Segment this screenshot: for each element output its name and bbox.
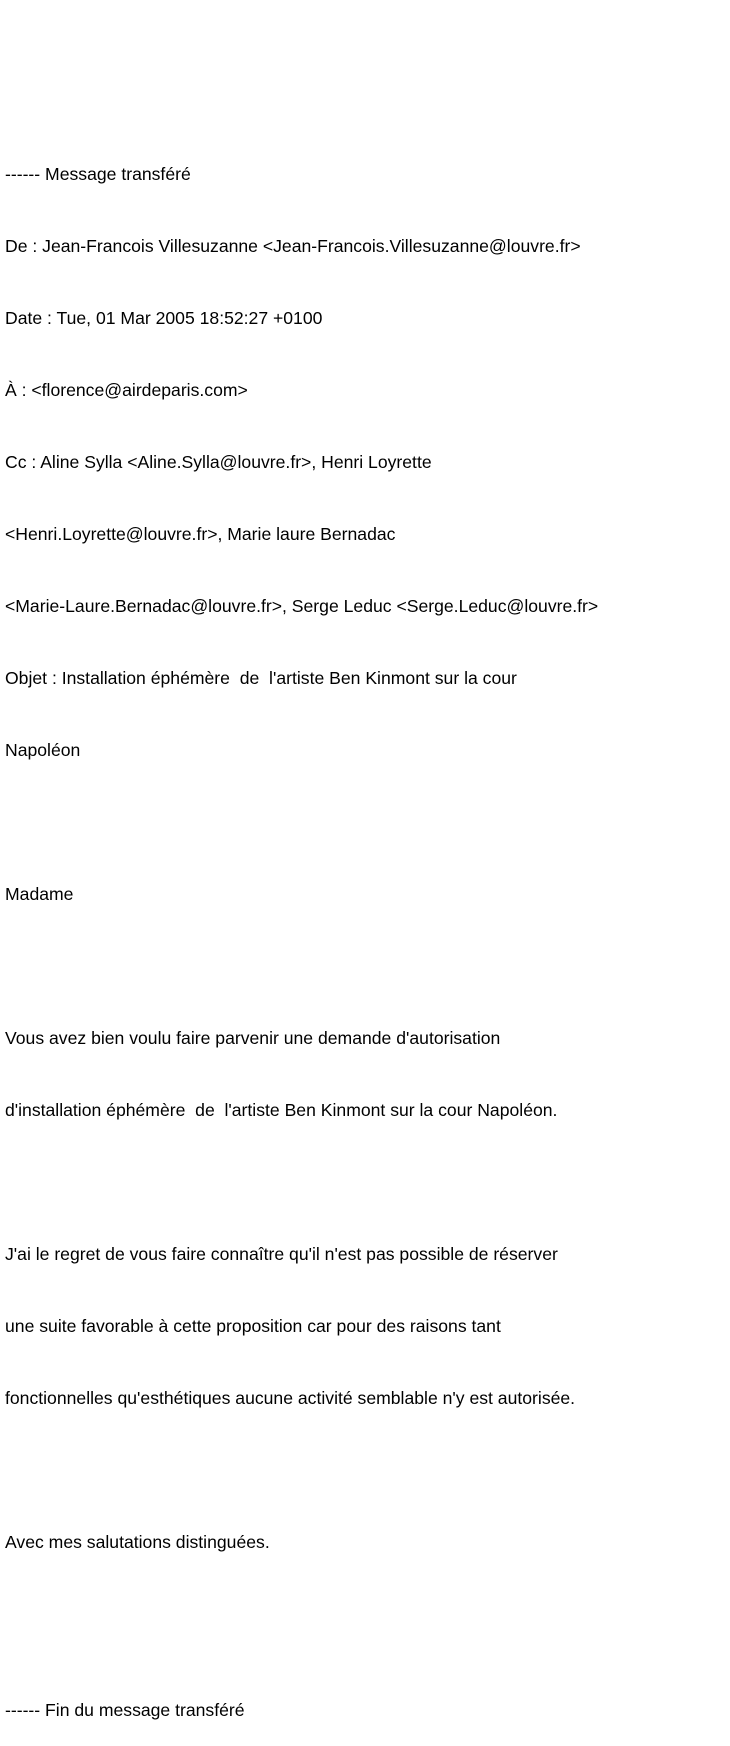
paragraph-line: fonctionnelles qu'esthétiques aucune activité semblable n'y est autorisée. xyxy=(5,1388,576,1408)
paragraph-line: d'installation éphémère de l'artiste Ben Kinmont sur la cour Napoléon. xyxy=(5,1100,558,1120)
cc-line: <Marie-Laure.Bernadac@louvre.fr>, Serge Leduc <Serge.Leduc@louvre.fr> xyxy=(5,596,599,616)
paragraph-line: Vous avez bien voulu faire parvenir une demande d'autorisation xyxy=(5,1028,501,1048)
subject-line: Napoléon xyxy=(5,740,81,760)
blank-line xyxy=(5,810,727,834)
date-line: Date : Tue, 01 Mar 2005 18:52:27 +0100 xyxy=(5,308,323,328)
blank-line xyxy=(5,954,727,978)
closing-line: Avec mes salutations distinguées. xyxy=(5,1532,270,1552)
blank-line xyxy=(5,1170,727,1194)
cc-line: <Henri.Loyrette@louvre.fr>, Marie laure Bernadac xyxy=(5,524,396,544)
paragraph-line: une suite favorable à cette proposition car pour des raisons tant xyxy=(5,1316,501,1336)
paragraph-line: J'ai le regret de vous faire connaître qu'il n'est pas possible de réserver xyxy=(5,1244,558,1264)
blank-line xyxy=(5,1602,727,1650)
forwarded-email xyxy=(5,114,727,1746)
from-line: De : Jean-Francois Villesuzanne <Jean-Francois.Villesuzanne@louvre.fr> xyxy=(5,236,581,256)
cc-line: Cc : Aline Sylla <Aline.Sylla@louvre.fr>, Henri Loyrette xyxy=(5,452,432,472)
blank-line xyxy=(5,1458,727,1482)
salutation: Madame xyxy=(5,884,74,904)
to-line: À : <florence@airdeparis.com> xyxy=(5,380,248,400)
forward-start-marker: ------ Message transféré xyxy=(5,164,191,184)
forward-end-marker: ------ Fin du message transféré xyxy=(5,1700,245,1720)
subject-line: Objet : Installation éphémère de l'artiste Ben Kinmont sur la cour xyxy=(5,668,517,688)
